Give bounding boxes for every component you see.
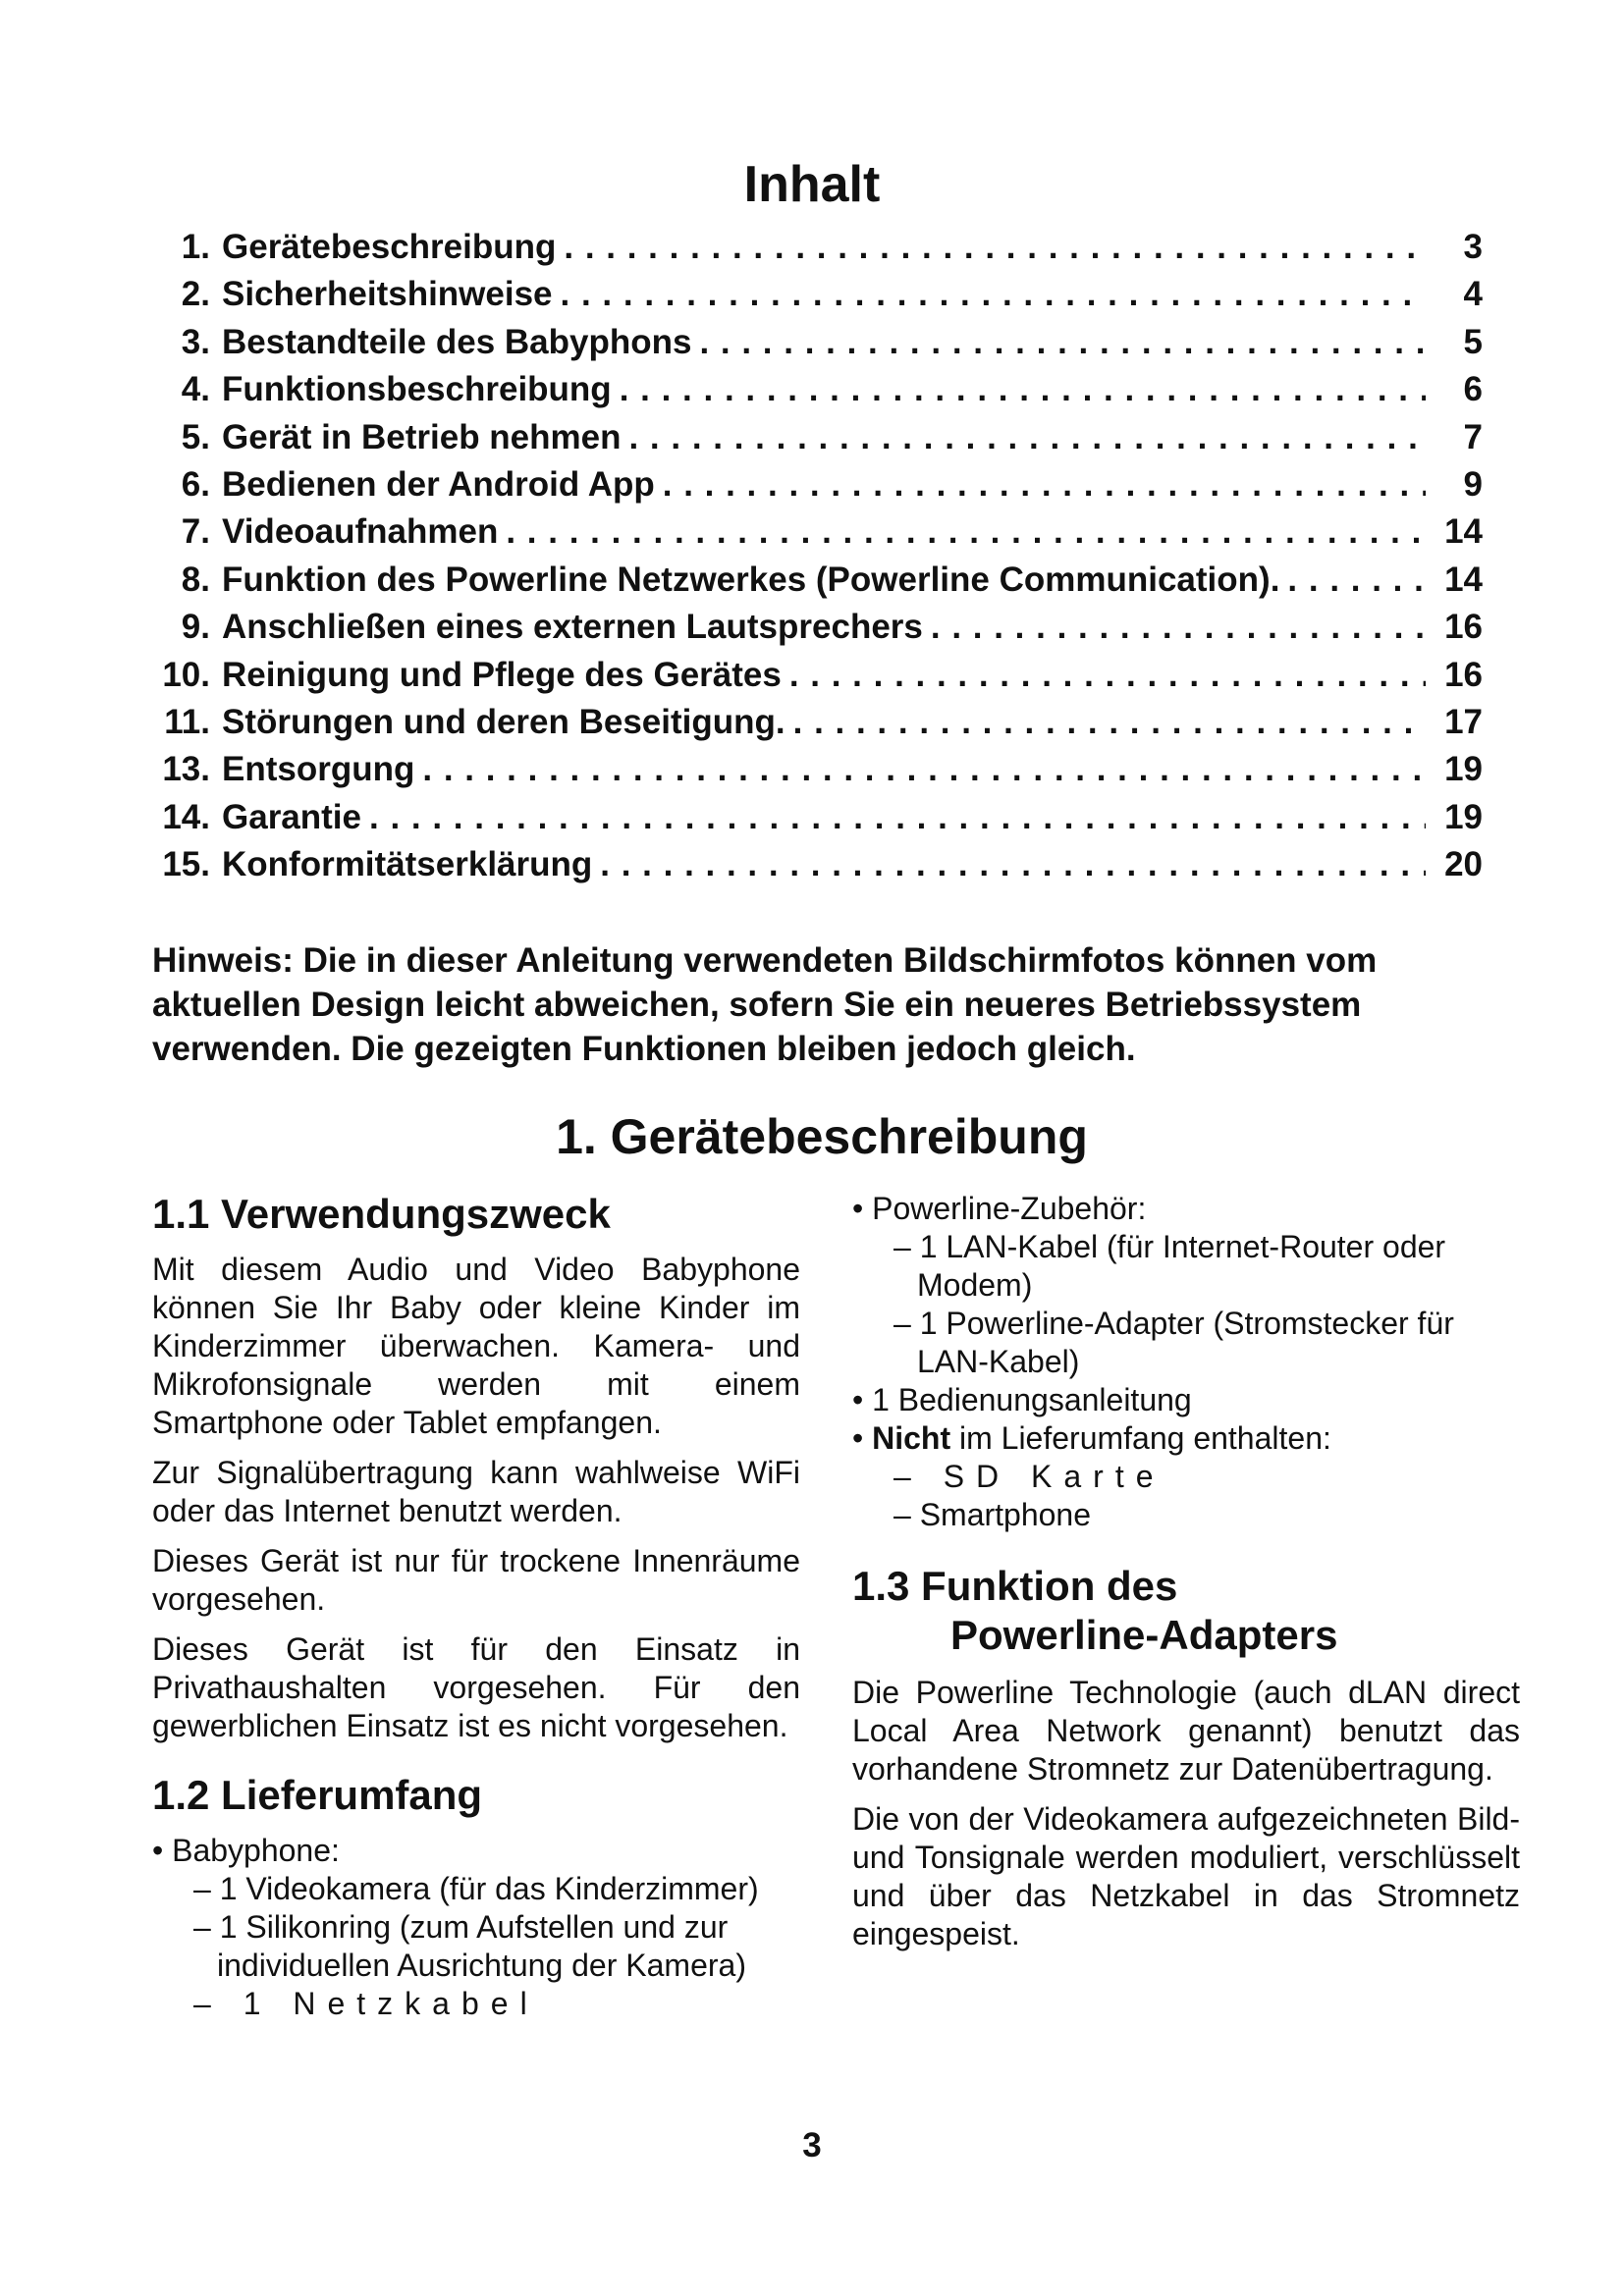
toc-entry-label: Gerät in Betrieb nehmen	[222, 417, 622, 456]
toc-entry-number: 2.	[181, 275, 210, 314]
table-of-contents	[147, 224, 1483, 888]
toc-entry-number: 3.	[181, 322, 210, 361]
toc-entry-label: Garantie	[222, 797, 361, 836]
list-subitem: – 1 LAN-Kabel (für Internet-Router oder Modem)	[893, 1229, 1446, 1303]
toc-entry-page: 17	[1444, 702, 1483, 741]
toc-entry-page: 7	[1463, 417, 1483, 456]
toc-entry[interactable]	[147, 319, 1483, 366]
left-column	[152, 1190, 800, 2023]
toc-dot-leader	[561, 271, 1426, 318]
list-item: • Powerline-Zubehör:	[852, 1191, 1147, 1226]
list-subitem: – 1 Powerline-Adapter (Stromstecker für LAN-Kabel)	[893, 1306, 1454, 1379]
paragraph: Die Powerline Technologie (auch dLAN direct Local Area Network genannt) benutzt das vorhandene Stromnetz zur Datenübertragung.	[852, 1675, 1520, 1787]
toc-entry-number: 6.	[181, 464, 210, 504]
toc-dot-leader	[663, 461, 1426, 508]
heading-funktion: 1.3 Funktion des	[852, 1563, 1178, 1609]
toc-entry-label: Störungen und deren Beseitigung.	[222, 702, 785, 741]
toc-entry-number: 14.	[162, 797, 210, 836]
toc-dot-leader	[564, 224, 1426, 271]
toc-entry[interactable]	[147, 414, 1483, 461]
toc-entry-label: Reinigung und Pflege des Gerätes	[222, 655, 782, 694]
toc-entry-label: Videoaufnahmen	[222, 512, 499, 552]
toc-entry-number: 7.	[181, 512, 210, 552]
toc-entry-number: 15.	[162, 845, 210, 884]
toc-entry-number: 5.	[181, 417, 210, 456]
toc-entry[interactable]	[147, 557, 1483, 604]
toc-dot-leader	[506, 508, 1426, 556]
toc-entry-label: Bedienen der Android App	[222, 464, 655, 504]
toc-entry-number: 11.	[164, 702, 210, 741]
list-item-text: im Lieferumfang enthalten:	[950, 1420, 1331, 1456]
toc-entry[interactable]	[147, 699, 1483, 746]
toc-entry-label: Funktionsbeschreibung	[222, 370, 612, 409]
toc-entry-number: 4.	[181, 370, 210, 409]
section-title: 1. Gerätebeschreibung	[556, 1109, 1088, 1164]
toc-dot-leader	[369, 794, 1426, 841]
toc-dot-leader	[1287, 557, 1426, 604]
list-subitem: – 1 Netzkabel	[193, 1986, 539, 2021]
toc-entry-number: 9.	[181, 608, 210, 647]
toc-entry-label: Anschließen eines externen Lautsprechers	[222, 608, 923, 647]
toc-entry-page: 5	[1463, 322, 1483, 361]
toc-entry-page: 3	[1463, 228, 1483, 266]
toc-entry-page: 14	[1444, 512, 1483, 552]
toc-entry-page: 6	[1463, 370, 1483, 409]
paragraph: Dieses Gerät ist für den Einsatz in Privathaushalten vorgesehen. Für den gewerblichen Einsatz ist es nicht vorgesehen.	[152, 1631, 800, 1743]
toc-entry-page: 14	[1444, 560, 1483, 599]
toc-dot-leader	[699, 319, 1426, 366]
toc-entry[interactable]	[147, 794, 1483, 841]
page-number: 3	[802, 2126, 822, 2164]
paragraph: Mit diesem Audio und Video Babyphone können Sie Ihr Baby oder kleine Kinder im Kinderzimmer überwachen. Kamera- und Mikrofonsignale werden mit einem Smartphone oder Tablet empfangen.	[152, 1252, 800, 1440]
heading-funktion-line2: Powerline-Adapters	[950, 1612, 1338, 1658]
toc-entry[interactable]	[147, 366, 1483, 413]
toc-dot-leader	[422, 746, 1426, 793]
toc-entry-number: 8.	[181, 560, 210, 599]
list-item: • 1 Bedienungsanleitung	[852, 1382, 1192, 1417]
right-column	[852, 1190, 1520, 1965]
toc-entry[interactable]	[147, 652, 1483, 699]
heading-verwendungszweck: 1.1 Verwendungszweck	[152, 1191, 611, 1237]
toc-entry-label: Bestandteile des Babyphons	[222, 322, 692, 361]
toc-entry-number: 1.	[181, 228, 210, 266]
toc-entry[interactable]	[147, 746, 1483, 793]
list-item: • Nicht im Lieferumfang enthalten:	[852, 1420, 1331, 1456]
toc-entry-page: 9	[1463, 464, 1483, 504]
toc-dot-leader	[620, 366, 1426, 413]
toc-dot-leader	[628, 414, 1426, 461]
toc-entry[interactable]	[147, 224, 1483, 271]
paragraph: Dieses Gerät ist nur für trockene Innenräume vorgesehen.	[152, 1543, 800, 1617]
toc-entry-number: 10.	[162, 655, 210, 694]
toc-entry-page: 16	[1444, 608, 1483, 647]
toc-dot-leader	[789, 652, 1426, 699]
bold-text: Nicht	[872, 1420, 951, 1456]
list-subitem: – SD Karte	[893, 1459, 1165, 1494]
list-subitem: – Smartphone	[893, 1497, 1092, 1532]
toc-entry[interactable]	[147, 604, 1483, 651]
paragraph: Zur Signalübertragung kann wahlweise WiFi oder das Internet benutzt werden.	[152, 1455, 800, 1528]
toc-entry-page: 16	[1444, 655, 1483, 694]
screenshot-note: Hinweis: Die in dieser Anleitung verwendeten Bildschirmfotos können vom aktuellen Design leicht abweichen, sofern Sie ein neueres Betriebssystem verwenden. Die gezeigten Funktionen bleiben jedoch gleich.	[152, 941, 1378, 1068]
heading-lieferumfang: 1.2 Lieferumfang	[152, 1772, 483, 1818]
toc-entry-page: 4	[1463, 275, 1483, 314]
toc-entry-label: Entsorgung	[222, 750, 415, 789]
toc-entry[interactable]	[147, 841, 1483, 888]
toc-entry-label: Sicherheitshinweise	[222, 275, 553, 314]
toc-title: Inhalt	[743, 156, 881, 213]
toc-entry-number: 13.	[162, 750, 210, 789]
toc-entry-page: 19	[1444, 797, 1483, 836]
toc-entry[interactable]	[147, 508, 1483, 556]
toc-entry-label: Gerätebeschreibung	[222, 228, 557, 266]
list-subitem: – 1 Videokamera (für das Kinderzimmer)	[193, 1871, 759, 1906]
toc-entry[interactable]	[147, 461, 1483, 508]
list-item: • Babyphone:	[152, 1833, 340, 1868]
toc-dot-leader	[600, 841, 1426, 888]
toc-entry-page: 20	[1444, 845, 1483, 884]
list-subitem: – 1 Silikonring (zum Aufstellen und zur individuellen Ausrichtung der Kamera)	[193, 1909, 746, 1983]
paragraph: Die von der Videokamera aufgezeichneten Bild- und Tonsignale werden moduliert, verschlüsselt und über das Netzkabel in das Stromnetz eingespeist.	[852, 1801, 1520, 1951]
toc-entry-label: Konformitätserklärung	[222, 845, 593, 884]
toc-entry[interactable]	[147, 271, 1483, 318]
toc-entry-page: 19	[1444, 750, 1483, 789]
toc-dot-leader	[931, 604, 1426, 651]
toc-dot-leader	[793, 699, 1426, 746]
toc-entry-label: Funktion des Powerline Netzwerkes (Powerline Communication).	[222, 560, 1280, 599]
